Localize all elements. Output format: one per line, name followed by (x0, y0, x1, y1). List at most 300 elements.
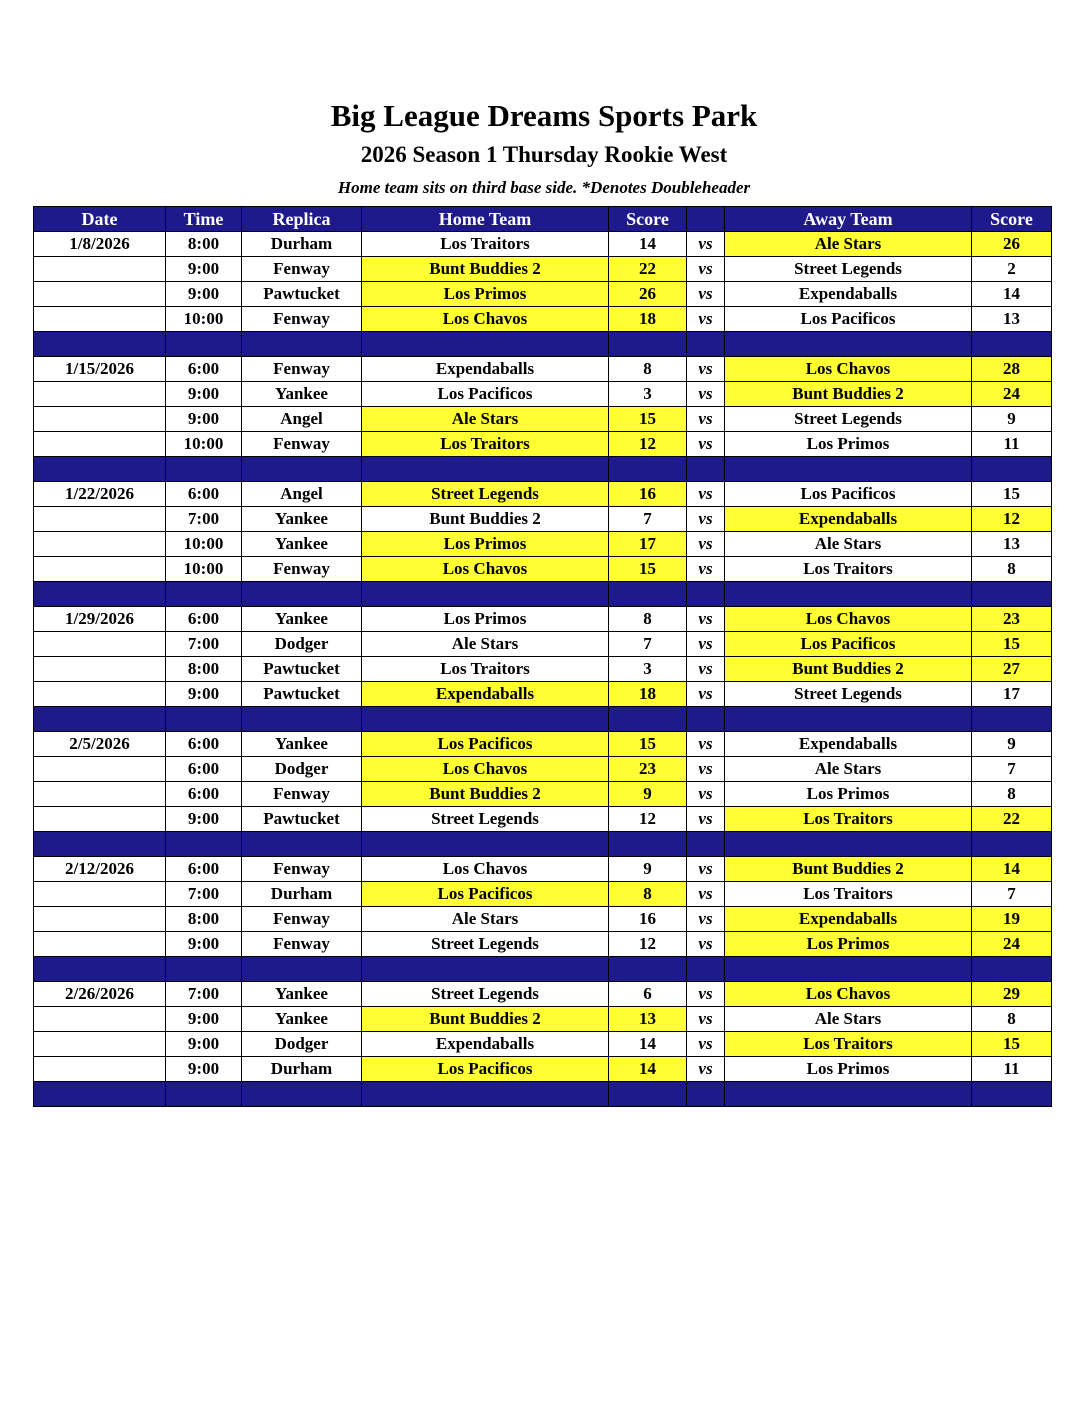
cell-time: 9:00 (166, 1007, 242, 1032)
separator-cell (609, 957, 687, 982)
cell-date (34, 532, 166, 557)
cell-replica: Yankee (242, 532, 362, 557)
separator-cell (166, 957, 242, 982)
week-separator-row (34, 957, 1052, 982)
cell-date (34, 507, 166, 532)
cell-vs: vs (687, 532, 725, 557)
cell-home-team: Los Chavos (362, 557, 609, 582)
separator-cell (242, 707, 362, 732)
separator-cell (725, 332, 972, 357)
cell-replica: Fenway (242, 857, 362, 882)
cell-away-team: Ale Stars (725, 232, 972, 257)
cell-away-team: Expendaballs (725, 907, 972, 932)
cell-home-team: Los Chavos (362, 857, 609, 882)
cell-home-team: Expendaballs (362, 682, 609, 707)
table-row (34, 257, 1052, 282)
cell-home-score: 12 (609, 432, 687, 457)
cell-away-team: Los Chavos (725, 982, 972, 1007)
separator-cell (725, 582, 972, 607)
cell-away-team: Los Traitors (725, 882, 972, 907)
cell-home-score: 13 (609, 1007, 687, 1032)
separator-cell (362, 957, 609, 982)
table-row (34, 732, 1052, 757)
cell-away-score: 13 (972, 532, 1052, 557)
cell-away-team: Los Primos (725, 1057, 972, 1082)
separator-cell (242, 957, 362, 982)
cell-time: 9:00 (166, 932, 242, 957)
cell-date (34, 757, 166, 782)
cell-date (34, 682, 166, 707)
cell-home-team: Ale Stars (362, 632, 609, 657)
table-row (34, 882, 1052, 907)
cell-date (34, 782, 166, 807)
cell-replica: Pawtucket (242, 682, 362, 707)
separator-cell (725, 457, 972, 482)
cell-vs: vs (687, 557, 725, 582)
cell-date (34, 1007, 166, 1032)
cell-replica: Fenway (242, 907, 362, 932)
cell-date: 2/5/2026 (34, 732, 166, 757)
separator-cell (166, 457, 242, 482)
cell-vs: vs (687, 782, 725, 807)
table-row (34, 232, 1052, 257)
separator-cell (687, 1082, 725, 1107)
cell-replica: Fenway (242, 357, 362, 382)
cell-away-team: Los Chavos (725, 357, 972, 382)
cell-home-team: Street Legends (362, 482, 609, 507)
cell-away-score: 2 (972, 257, 1052, 282)
cell-time: 6:00 (166, 732, 242, 757)
week-separator-row (34, 332, 1052, 357)
table-header-row (34, 207, 1052, 232)
cell-away-team: Ale Stars (725, 532, 972, 557)
cell-replica: Durham (242, 882, 362, 907)
cell-time: 9:00 (166, 807, 242, 832)
cell-date (34, 657, 166, 682)
cell-date: 1/15/2026 (34, 357, 166, 382)
separator-cell (362, 332, 609, 357)
cell-replica: Durham (242, 232, 362, 257)
cell-home-score: 14 (609, 1057, 687, 1082)
cell-away-team: Ale Stars (725, 1007, 972, 1032)
cell-home-team: Street Legends (362, 932, 609, 957)
cell-home-score: 3 (609, 382, 687, 407)
cell-away-team: Los Primos (725, 432, 972, 457)
cell-away-score: 14 (972, 857, 1052, 882)
cell-home-score: 12 (609, 932, 687, 957)
cell-vs: vs (687, 1032, 725, 1057)
cell-vs: vs (687, 407, 725, 432)
cell-date (34, 1057, 166, 1082)
cell-away-score: 15 (972, 482, 1052, 507)
table-row (34, 507, 1052, 532)
cell-replica: Fenway (242, 257, 362, 282)
cell-vs: vs (687, 732, 725, 757)
page-subtitle: 2026 Season 1 Thursday Rookie West (360, 142, 728, 167)
cell-home-score: 14 (609, 1032, 687, 1057)
cell-time: 6:00 (166, 482, 242, 507)
cell-away-score: 9 (972, 407, 1052, 432)
schedule-body (34, 232, 1052, 1107)
cell-time: 10:00 (166, 432, 242, 457)
cell-vs: vs (687, 882, 725, 907)
separator-cell (242, 1082, 362, 1107)
table-row (34, 357, 1052, 382)
cell-vs: vs (687, 307, 725, 332)
cell-away-team: Street Legends (725, 407, 972, 432)
separator-cell (972, 707, 1052, 732)
col-header-replica: Replica (242, 207, 362, 232)
cell-replica: Pawtucket (242, 657, 362, 682)
separator-cell (972, 1082, 1052, 1107)
table-row (34, 382, 1052, 407)
cell-away-score: 15 (972, 632, 1052, 657)
cell-home-team: Bunt Buddies 2 (362, 507, 609, 532)
separator-cell (362, 582, 609, 607)
cell-home-score: 12 (609, 807, 687, 832)
separator-cell (687, 457, 725, 482)
cell-time: 10:00 (166, 532, 242, 557)
cell-vs: vs (687, 507, 725, 532)
col-header-home-score: Score (609, 207, 687, 232)
cell-home-team: Los Traitors (362, 232, 609, 257)
separator-cell (609, 707, 687, 732)
cell-replica: Yankee (242, 507, 362, 532)
table-row (34, 932, 1052, 957)
cell-home-team: Los Pacificos (362, 882, 609, 907)
cell-time: 6:00 (166, 357, 242, 382)
separator-cell (34, 457, 166, 482)
separator-cell (687, 832, 725, 857)
cell-time: 6:00 (166, 857, 242, 882)
separator-cell (34, 1082, 166, 1107)
cell-away-score: 8 (972, 782, 1052, 807)
separator-cell (242, 332, 362, 357)
cell-replica: Yankee (242, 1007, 362, 1032)
table-row (34, 307, 1052, 332)
cell-home-team: Los Primos (362, 532, 609, 557)
separator-cell (362, 707, 609, 732)
separator-cell (166, 582, 242, 607)
cell-away-team: Los Pacificos (725, 632, 972, 657)
cell-date (34, 382, 166, 407)
table-row (34, 282, 1052, 307)
cell-vs: vs (687, 432, 725, 457)
separator-cell (609, 582, 687, 607)
cell-vs: vs (687, 357, 725, 382)
cell-away-team: Bunt Buddies 2 (725, 657, 972, 682)
cell-away-score: 9 (972, 732, 1052, 757)
cell-home-score: 3 (609, 657, 687, 682)
cell-date (34, 807, 166, 832)
cell-away-score: 12 (972, 507, 1052, 532)
cell-home-team: Bunt Buddies 2 (362, 257, 609, 282)
cell-home-score: 6 (609, 982, 687, 1007)
cell-replica: Pawtucket (242, 807, 362, 832)
cell-away-team: Street Legends (725, 257, 972, 282)
week-separator-row (34, 832, 1052, 857)
cell-away-team: Expendaballs (725, 507, 972, 532)
cell-date (34, 882, 166, 907)
cell-home-score: 16 (609, 907, 687, 932)
cell-time: 7:00 (166, 632, 242, 657)
separator-cell (34, 832, 166, 857)
col-header-away-score: Score (972, 207, 1052, 232)
cell-away-score: 14 (972, 282, 1052, 307)
cell-vs: vs (687, 282, 725, 307)
cell-home-score: 26 (609, 282, 687, 307)
cell-date: 1/29/2026 (34, 607, 166, 632)
table-row (34, 1007, 1052, 1032)
cell-away-score: 26 (972, 232, 1052, 257)
week-separator-row (34, 1082, 1052, 1107)
separator-cell (362, 457, 609, 482)
cell-vs: vs (687, 657, 725, 682)
separator-cell (687, 957, 725, 982)
cell-time: 8:00 (166, 657, 242, 682)
cell-away-score: 8 (972, 1007, 1052, 1032)
cell-date (34, 432, 166, 457)
table-row (34, 432, 1052, 457)
cell-away-team: Los Traitors (725, 1032, 972, 1057)
cell-time: 6:00 (166, 757, 242, 782)
cell-time: 9:00 (166, 382, 242, 407)
separator-cell (725, 707, 972, 732)
cell-home-score: 18 (609, 307, 687, 332)
cell-vs: vs (687, 632, 725, 657)
cell-vs: vs (687, 1007, 725, 1032)
cell-time: 9:00 (166, 682, 242, 707)
cell-time: 6:00 (166, 782, 242, 807)
cell-time: 9:00 (166, 407, 242, 432)
cell-away-score: 23 (972, 607, 1052, 632)
cell-home-score: 16 (609, 482, 687, 507)
separator-cell (609, 1082, 687, 1107)
separator-cell (362, 832, 609, 857)
cell-home-team: Los Primos (362, 607, 609, 632)
cell-home-team: Los Chavos (362, 757, 609, 782)
cell-away-team: Los Primos (725, 782, 972, 807)
cell-home-team: Expendaballs (362, 357, 609, 382)
cell-time: 10:00 (166, 307, 242, 332)
cell-home-score: 9 (609, 857, 687, 882)
cell-away-score: 7 (972, 757, 1052, 782)
cell-date (34, 907, 166, 932)
cell-away-score: 22 (972, 807, 1052, 832)
table-row (34, 757, 1052, 782)
cell-home-team: Expendaballs (362, 1032, 609, 1057)
col-header-date: Date (34, 207, 166, 232)
cell-home-score: 8 (609, 882, 687, 907)
col-header-vs (687, 207, 725, 232)
cell-replica: Fenway (242, 782, 362, 807)
cell-away-team: Los Pacificos (725, 482, 972, 507)
separator-cell (242, 582, 362, 607)
table-row (34, 557, 1052, 582)
cell-vs: vs (687, 1057, 725, 1082)
cell-home-score: 15 (609, 557, 687, 582)
cell-replica: Yankee (242, 607, 362, 632)
cell-away-score: 7 (972, 882, 1052, 907)
separator-cell (362, 1082, 609, 1107)
cell-date (34, 557, 166, 582)
cell-vs: vs (687, 982, 725, 1007)
cell-vs: vs (687, 857, 725, 882)
separator-cell (166, 1082, 242, 1107)
cell-replica: Durham (242, 1057, 362, 1082)
cell-time: 8:00 (166, 232, 242, 257)
week-separator-row (34, 707, 1052, 732)
cell-time: 9:00 (166, 1032, 242, 1057)
cell-home-score: 7 (609, 507, 687, 532)
cell-home-score: 22 (609, 257, 687, 282)
cell-home-score: 8 (609, 607, 687, 632)
cell-time: 8:00 (166, 907, 242, 932)
cell-date: 2/12/2026 (34, 857, 166, 882)
cell-replica: Angel (242, 407, 362, 432)
cell-time: 7:00 (166, 882, 242, 907)
cell-replica: Fenway (242, 557, 362, 582)
separator-cell (972, 832, 1052, 857)
cell-vs: vs (687, 257, 725, 282)
cell-date (34, 257, 166, 282)
cell-away-team: Bunt Buddies 2 (725, 382, 972, 407)
table-row (34, 632, 1052, 657)
cell-replica: Dodger (242, 1032, 362, 1057)
cell-replica: Fenway (242, 432, 362, 457)
page-title: Big League Dreams Sports Park (330, 98, 758, 133)
cell-home-team: Street Legends (362, 807, 609, 832)
cell-replica: Dodger (242, 757, 362, 782)
separator-cell (687, 707, 725, 732)
separator-cell (34, 332, 166, 357)
cell-home-score: 8 (609, 357, 687, 382)
cell-home-team: Ale Stars (362, 907, 609, 932)
cell-date (34, 1032, 166, 1057)
cell-away-score: 17 (972, 682, 1052, 707)
week-separator-row (34, 582, 1052, 607)
cell-vs: vs (687, 232, 725, 257)
cell-away-score: 29 (972, 982, 1052, 1007)
cell-date: 2/26/2026 (34, 982, 166, 1007)
separator-cell (725, 1082, 972, 1107)
table-row (34, 482, 1052, 507)
cell-replica: Dodger (242, 632, 362, 657)
cell-home-team: Los Pacificos (362, 732, 609, 757)
separator-cell (609, 457, 687, 482)
cell-replica: Yankee (242, 982, 362, 1007)
cell-date (34, 282, 166, 307)
cell-time: 10:00 (166, 557, 242, 582)
col-header-time: Time (166, 207, 242, 232)
cell-away-score: 8 (972, 557, 1052, 582)
schedule-table (33, 206, 1052, 1107)
cell-replica: Yankee (242, 382, 362, 407)
cell-replica: Yankee (242, 732, 362, 757)
cell-vs: vs (687, 757, 725, 782)
cell-away-score: 11 (972, 432, 1052, 457)
cell-time: 7:00 (166, 507, 242, 532)
table-row (34, 1032, 1052, 1057)
cell-home-team: Bunt Buddies 2 (362, 782, 609, 807)
cell-home-team: Street Legends (362, 982, 609, 1007)
separator-cell (972, 957, 1052, 982)
separator-cell (609, 332, 687, 357)
cell-away-score: 15 (972, 1032, 1052, 1057)
cell-home-score: 18 (609, 682, 687, 707)
separator-cell (242, 832, 362, 857)
cell-home-score: 14 (609, 232, 687, 257)
cell-home-team: Los Pacificos (362, 1057, 609, 1082)
cell-away-score: 24 (972, 382, 1052, 407)
separator-cell (166, 707, 242, 732)
cell-away-team: Los Traitors (725, 807, 972, 832)
week-separator-row (34, 457, 1052, 482)
table-row (34, 657, 1052, 682)
separator-cell (687, 582, 725, 607)
cell-time: 9:00 (166, 257, 242, 282)
cell-home-team: Los Traitors (362, 657, 609, 682)
separator-cell (725, 957, 972, 982)
cell-away-score: 24 (972, 932, 1052, 957)
table-row (34, 782, 1052, 807)
table-row (34, 807, 1052, 832)
cell-date (34, 632, 166, 657)
cell-date (34, 407, 166, 432)
cell-away-team: Los Primos (725, 932, 972, 957)
cell-away-team: Street Legends (725, 682, 972, 707)
cell-time: 7:00 (166, 982, 242, 1007)
cell-home-team: Los Primos (362, 282, 609, 307)
table-row (34, 407, 1052, 432)
separator-cell (34, 957, 166, 982)
cell-date: 1/8/2026 (34, 232, 166, 257)
separator-cell (972, 332, 1052, 357)
cell-away-team: Los Traitors (725, 557, 972, 582)
cell-home-score: 7 (609, 632, 687, 657)
separator-cell (34, 707, 166, 732)
cell-date (34, 307, 166, 332)
cell-time: 9:00 (166, 282, 242, 307)
cell-replica: Fenway (242, 932, 362, 957)
cell-replica: Pawtucket (242, 282, 362, 307)
cell-home-score: 23 (609, 757, 687, 782)
cell-vs: vs (687, 932, 725, 957)
cell-vs: vs (687, 607, 725, 632)
cell-home-score: 15 (609, 732, 687, 757)
separator-cell (242, 457, 362, 482)
separator-cell (687, 332, 725, 357)
table-row (34, 682, 1052, 707)
table-row (34, 607, 1052, 632)
cell-time: 6:00 (166, 607, 242, 632)
cell-away-score: 11 (972, 1057, 1052, 1082)
cell-date (34, 932, 166, 957)
cell-home-team: Los Pacificos (362, 382, 609, 407)
cell-home-score: 15 (609, 407, 687, 432)
cell-date: 1/22/2026 (34, 482, 166, 507)
table-row (34, 907, 1052, 932)
cell-vs: vs (687, 682, 725, 707)
schedule-note: Home team sits on third base side. *Denotes Doubleheader (337, 178, 751, 197)
separator-cell (34, 582, 166, 607)
separator-cell (166, 332, 242, 357)
cell-away-score: 28 (972, 357, 1052, 382)
separator-cell (725, 832, 972, 857)
cell-home-team: Ale Stars (362, 407, 609, 432)
col-header-away-team: Away Team (725, 207, 972, 232)
cell-home-team: Los Traitors (362, 432, 609, 457)
